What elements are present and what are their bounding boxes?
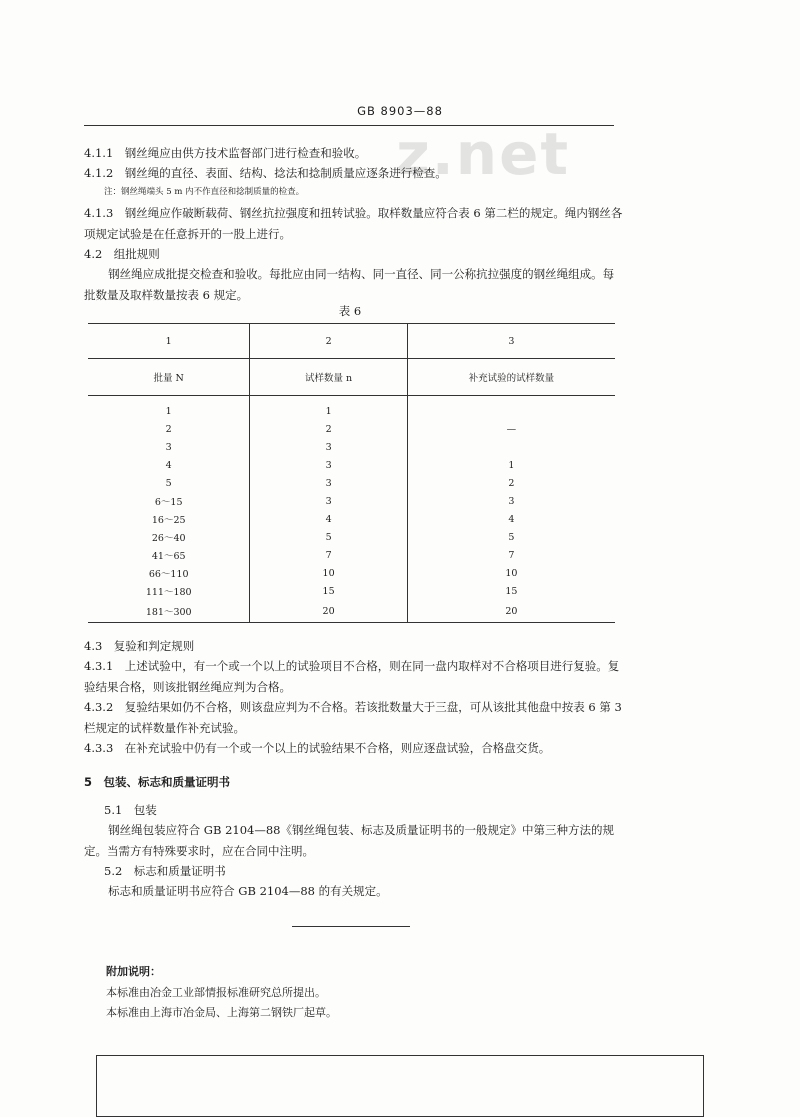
table-row bbox=[88, 510, 615, 528]
cell-batch: 2 bbox=[88, 420, 250, 438]
cell-supplementary: 2 bbox=[508, 477, 515, 489]
table-row bbox=[88, 528, 615, 546]
table-row bbox=[88, 600, 615, 623]
cell-batch: 6～15 bbox=[88, 492, 250, 510]
appendix-line-2: 本标准由上海市冶金局、上海第二钢铁厂起草。 bbox=[106, 1006, 337, 1019]
clause-5-2-body: 标志和质量证明书应符合 GB 2104—88 的有关规定。 bbox=[108, 884, 388, 898]
clause-5-2-title: 5.2 标志和质量证明书 bbox=[104, 864, 226, 878]
clause-4-1-3: 4.1.3 钢丝绳应作破断载荷、钢丝抗拉强度和扭转试验。取样数量应符合表 6 第二栏的规定。绳内钢丝各项规定试验是在任意拆开的一股上进行。 bbox=[84, 206, 623, 241]
cell-supplementary: 3 bbox=[508, 495, 515, 507]
clause-4-3-2: 4.3.2 复验结果如仍不合格，则该盘应判为不合格。若该批数量大于三盘，可从该批其他盘中按表 6 第 3 栏规定的试样数量作补充试验。 bbox=[84, 700, 622, 735]
cell-batch: 3 bbox=[88, 438, 250, 456]
table-header-row bbox=[88, 359, 615, 396]
table-caption: 表 6 bbox=[338, 304, 362, 318]
cell-samples: 1 bbox=[250, 396, 407, 421]
cell-samples: 3 bbox=[250, 456, 407, 474]
cell-samples: 2 bbox=[250, 420, 407, 438]
cell-samples: 3 bbox=[250, 438, 407, 456]
cell-samples: 20 bbox=[250, 600, 407, 623]
cell-supplementary: 1 bbox=[508, 459, 515, 471]
table-6 bbox=[88, 323, 615, 623]
cell-batch: 16～25 bbox=[88, 510, 250, 528]
section-divider bbox=[292, 926, 410, 927]
cell-supplementary bbox=[407, 396, 615, 421]
cell-batch: 66～110 bbox=[88, 564, 250, 582]
cell-batch: 111～180 bbox=[88, 582, 250, 600]
table-row bbox=[88, 564, 615, 582]
cell-supplementary bbox=[407, 438, 615, 456]
header-supplementary-samples: 补充试验的试样数量 bbox=[407, 359, 615, 396]
cell-batch: 181～300 bbox=[88, 600, 250, 623]
table-row bbox=[88, 474, 615, 492]
cell-batch: 5 bbox=[88, 474, 250, 492]
column-number-3: 3 bbox=[407, 324, 615, 359]
table-row bbox=[88, 492, 615, 510]
clause-4-2-body: 钢丝绳应成批提交检查和验收。每批应由同一结构、同一直径、同一公称抗拉强度的钢丝绳组成。每批数量及取样数量按表 6 规定。 bbox=[84, 267, 615, 302]
cell-supplementary: 10 bbox=[505, 567, 518, 579]
clause-4-1-2: 4.1.2 钢丝绳的直径、表面、结构、捻法和捻制质量应逐条进行检查。 bbox=[84, 166, 447, 180]
cell-batch: 26～40 bbox=[88, 528, 250, 546]
clause-4-3-3: 4.3.3 在补充试验中仍有一个或一个以上的试验结果不合格，则应逐盘试验，合格盘交货。 bbox=[84, 741, 551, 755]
clause-4-2-title: 4.2 组批规则 bbox=[84, 247, 160, 261]
header-batch-size: 批量 N bbox=[88, 359, 250, 396]
cell-batch: 1 bbox=[88, 396, 250, 421]
clause-note: 注：钢丝绳端头 5 m 内不作直径和捻制质量的检查。 bbox=[104, 187, 305, 197]
table-column-numbers bbox=[88, 324, 615, 359]
cell-samples: 10 bbox=[250, 564, 407, 582]
cell-supplementary: — bbox=[506, 423, 517, 435]
table-row bbox=[88, 456, 615, 474]
cell-supplementary: 15 bbox=[505, 585, 518, 597]
cell-samples: 3 bbox=[250, 492, 407, 510]
clause-4-3-title: 4.3 复验和判定规则 bbox=[84, 639, 195, 653]
cell-batch: 41～65 bbox=[88, 546, 250, 564]
cell-supplementary: 5 bbox=[508, 531, 515, 543]
cell-samples: 7 bbox=[250, 546, 407, 564]
watermark: z.net bbox=[396, 120, 571, 188]
table-row bbox=[88, 438, 615, 456]
appendix-title: 附加说明： bbox=[106, 965, 161, 978]
cell-samples: 3 bbox=[250, 474, 407, 492]
page-header-code: GB 8903—88 bbox=[357, 104, 443, 118]
column-number-1: 1 bbox=[88, 324, 250, 359]
clause-4-3-1: 4.3.1 上述试验中，有一个或一个以上的试验项目不合格，则在同一盘内取样对不合格项目进行复验。复验结果合格，则该批钢丝绳应判为合格。 bbox=[84, 659, 620, 694]
column-number-2: 2 bbox=[250, 324, 407, 359]
section-5-title: 5 包装、标志和质量证明书 bbox=[84, 775, 231, 789]
cell-supplementary: 20 bbox=[407, 600, 615, 623]
cell-batch: 4 bbox=[88, 456, 250, 474]
clause-4-1-1: 4.1.1 钢丝绳应由供方技术监督部门进行检查和验收。 bbox=[84, 146, 367, 160]
clause-5-1-title: 5.1 包装 bbox=[104, 803, 157, 817]
table-row bbox=[88, 546, 615, 564]
table-row bbox=[88, 582, 615, 600]
table-row bbox=[88, 420, 615, 438]
cell-samples: 4 bbox=[250, 510, 407, 528]
cell-supplementary: 7 bbox=[508, 549, 515, 561]
clause-5-1-body: 钢丝绳包装应符合 GB 2104—88《钢丝绳包装、标志及质量证明书的一般规定》中第三种方法的规定。当需方有特殊要求时，应在合同中注明。 bbox=[84, 823, 614, 858]
cell-samples: 5 bbox=[250, 528, 407, 546]
cell-supplementary: 4 bbox=[508, 513, 515, 525]
bottom-frame bbox=[96, 1055, 704, 1117]
header-sample-count: 试样数量 n bbox=[250, 359, 407, 396]
table-row bbox=[88, 396, 615, 421]
cell-samples: 15 bbox=[250, 582, 407, 600]
appendix-line-1: 本标准由冶金工业部情报标准研究总所提出。 bbox=[106, 986, 326, 999]
